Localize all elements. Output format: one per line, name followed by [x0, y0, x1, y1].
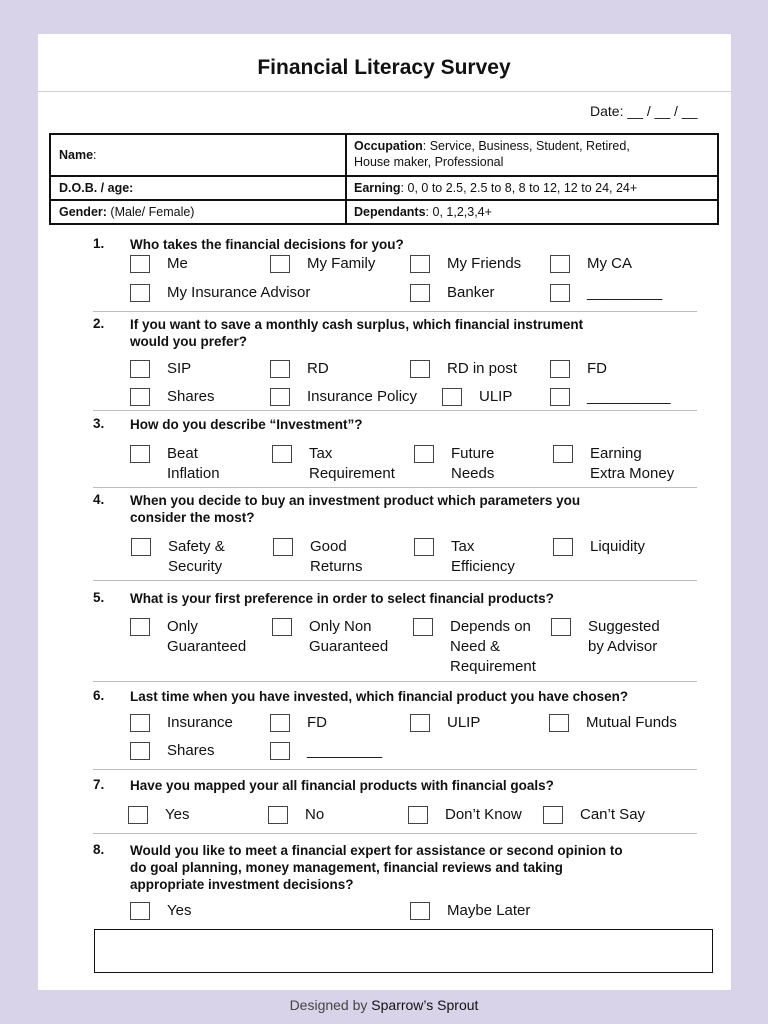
option-checkbox[interactable] — [550, 360, 570, 378]
title-divider — [38, 91, 731, 92]
option-label: Shares — [167, 388, 215, 405]
option-checkbox[interactable] — [130, 714, 150, 732]
option-label — [588, 617, 660, 657]
option-label: RD in post — [447, 360, 518, 377]
option-label-line: Requirement — [309, 465, 395, 482]
option-label: SIP — [167, 360, 192, 377]
name-cell[interactable]: Name: — [59, 148, 97, 162]
option-label: Mutual Funds — [586, 714, 677, 731]
option-label-line: Good — [310, 538, 347, 555]
option-label: RD — [307, 360, 329, 377]
question-text-line: Who takes the financial decisions for you? — [130, 237, 404, 252]
option-label: Don’t Know — [445, 806, 522, 823]
option-label: My Family — [307, 255, 376, 272]
option-label — [309, 617, 388, 657]
option-label — [168, 537, 225, 577]
option-label-line: Future — [451, 445, 495, 462]
earning-cell[interactable]: Earning: 0, 0 to 2.5, 2.5 to 8, 8 to 12, 12 to 24, 24+ — [354, 181, 638, 195]
option-label: Liquidity — [590, 538, 646, 555]
option-checkbox[interactable] — [410, 360, 430, 378]
option-checkbox[interactable] — [270, 714, 290, 732]
option-label — [167, 617, 246, 657]
footer-credit: Designed by Sparrow’s Sprout — [289, 997, 479, 1013]
option-label — [309, 444, 395, 484]
option-label-line: Earning — [590, 445, 642, 462]
question-divider — [93, 769, 697, 770]
option-checkbox[interactable] — [414, 445, 434, 463]
option-label — [450, 617, 536, 677]
question-text — [130, 416, 720, 433]
question-text — [130, 688, 720, 705]
option-checkbox[interactable] — [549, 714, 569, 732]
option-label-line: Depends on — [450, 618, 531, 635]
question-divider — [93, 833, 697, 834]
option-checkbox[interactable] — [268, 806, 288, 824]
option-checkbox[interactable] — [272, 618, 292, 636]
option-checkbox[interactable] — [130, 388, 150, 406]
question-divider — [93, 410, 697, 411]
option-checkbox[interactable] — [413, 618, 433, 636]
question-text-line: Would you like to meet a financial expert for assistance or second opinion to — [130, 843, 623, 858]
option-label-line: Guaranteed — [167, 638, 247, 655]
option-label: _________ — [587, 284, 663, 301]
dob-age-cell[interactable]: D.O.B. / age: — [59, 181, 134, 195]
option-label-line: Efficiency — [451, 558, 515, 575]
occupation-cell[interactable]: Occupation: Service, Business, Student, Retired, House maker, Professional — [354, 139, 630, 169]
question-text-line: When you decide to buy an investment product which parameters you — [130, 493, 581, 508]
option-checkbox[interactable] — [550, 255, 570, 273]
question-text-line: consider the most? — [130, 510, 255, 525]
option-checkbox[interactable] — [543, 806, 563, 824]
option-label-line: Returns — [310, 558, 363, 575]
option-label-line: Tax — [309, 445, 333, 462]
option-label-line: Requirement — [450, 658, 536, 675]
option-checkbox[interactable] — [270, 742, 290, 760]
question-text — [130, 842, 720, 893]
option-checkbox[interactable] — [550, 388, 570, 406]
option-checkbox[interactable] — [130, 255, 150, 273]
comments-box[interactable] — [94, 929, 713, 973]
question-text — [130, 777, 720, 794]
question-text-line: would you prefer? — [130, 334, 248, 349]
option-label: ULIP — [447, 714, 481, 731]
question-number: 3. — [93, 416, 105, 431]
option-label: FD — [307, 714, 327, 731]
option-label-line: Beat — [167, 445, 198, 462]
question-divider — [93, 487, 697, 488]
option-checkbox[interactable] — [130, 902, 150, 920]
option-label: ULIP — [479, 388, 513, 405]
question-text-line: If you want to save a monthly cash surplus, which financial instrument — [130, 317, 584, 332]
question-text-line: appropriate investment decisions? — [130, 877, 354, 892]
question-text — [130, 236, 720, 253]
option-checkbox[interactable] — [270, 255, 290, 273]
question-number: 5. — [93, 590, 105, 605]
option-label: Insurance — [167, 714, 233, 731]
option-checkbox[interactable] — [130, 284, 150, 302]
option-label-line: Security — [168, 558, 223, 575]
option-label: Yes — [165, 806, 190, 823]
question-text-line: How do you describe “Investment”? — [130, 417, 363, 432]
option-label — [167, 444, 220, 484]
option-checkbox[interactable] — [410, 255, 430, 273]
question-text-line: Last time when you have invested, which financial product you have chosen? — [130, 689, 629, 704]
option-label: __________ — [587, 388, 671, 405]
option-checkbox[interactable] — [270, 388, 290, 406]
option-label: _________ — [307, 742, 383, 759]
option-checkbox[interactable] — [442, 388, 462, 406]
personal-info-table — [49, 133, 719, 225]
option-label: My Friends — [447, 255, 522, 272]
question-number: 7. — [93, 777, 105, 792]
question-number: 4. — [93, 492, 105, 507]
option-checkbox[interactable] — [130, 618, 150, 636]
option-label — [451, 444, 494, 484]
question-number: 2. — [93, 316, 105, 331]
option-label — [590, 444, 674, 484]
gender-cell[interactable]: Gender: (Male/ Female) — [59, 205, 195, 219]
option-checkbox[interactable] — [410, 902, 430, 920]
question-divider — [93, 681, 697, 682]
date-field[interactable]: Date: __ / __ / __ — [590, 103, 698, 119]
option-label: No — [305, 806, 325, 823]
question-divider — [93, 580, 697, 581]
option-checkbox[interactable] — [128, 806, 148, 824]
table-row-divider — [51, 175, 717, 177]
question-number: 1. — [93, 236, 105, 251]
option-checkbox[interactable] — [408, 806, 428, 824]
option-label-line: Suggested — [588, 618, 660, 635]
option-label-line: Extra Money — [590, 465, 675, 482]
option-checkbox[interactable] — [130, 360, 150, 378]
question-number: 8. — [93, 842, 105, 857]
option-checkbox[interactable] — [270, 360, 290, 378]
table-row-divider — [51, 199, 717, 201]
dependants-cell[interactable]: Dependants: 0, 1,2,3,4+ — [354, 205, 492, 219]
option-label-line: by Advisor — [588, 638, 658, 655]
option-checkbox[interactable] — [553, 445, 573, 463]
option-label: Shares — [167, 742, 215, 759]
question-text — [130, 316, 720, 350]
page-title: Financial Literacy Survey — [257, 56, 511, 79]
option-label — [451, 537, 515, 577]
option-checkbox[interactable] — [414, 538, 434, 556]
option-checkbox[interactable] — [130, 742, 150, 760]
option-label-line: Safety & — [168, 538, 225, 555]
option-label: Me — [167, 255, 188, 272]
option-label-line: Need & — [450, 638, 501, 655]
option-label: Yes — [167, 902, 192, 919]
question-text-line: Have you mapped your all financial products with financial goals? — [130, 778, 554, 793]
option-checkbox[interactable] — [130, 445, 150, 463]
option-label: FD — [587, 360, 607, 377]
question-text — [130, 492, 720, 526]
option-checkbox[interactable] — [553, 538, 573, 556]
option-label: Insurance Policy — [307, 388, 418, 405]
option-label-line: Needs — [451, 465, 495, 482]
option-label: Maybe Later — [447, 902, 531, 919]
option-label: My CA — [587, 255, 632, 272]
table-column-divider — [345, 135, 347, 223]
option-label: Banker — [447, 284, 495, 301]
option-checkbox[interactable] — [273, 538, 293, 556]
question-text-line: What is your first preference in order to select financial products? — [130, 591, 554, 606]
option-checkbox[interactable] — [550, 284, 570, 302]
question-text — [130, 590, 720, 607]
option-label-line: Tax — [451, 538, 475, 555]
option-checkbox[interactable] — [131, 538, 151, 556]
question-text-line: do goal planning, money management, financial reviews and taking — [130, 860, 563, 875]
option-label-line: Guaranteed — [309, 638, 389, 655]
question-divider — [93, 311, 697, 312]
option-label-line: Inflation — [167, 465, 220, 482]
option-label-line: Only — [167, 618, 198, 635]
option-label: Can’t Say — [580, 806, 646, 823]
option-checkbox[interactable] — [410, 714, 430, 732]
option-checkbox[interactable] — [551, 618, 571, 636]
option-label-line: Only Non — [309, 618, 372, 635]
option-checkbox[interactable] — [272, 445, 292, 463]
option-label — [310, 537, 363, 577]
option-checkbox[interactable] — [410, 284, 430, 302]
question-number: 6. — [93, 688, 105, 703]
option-label: My Insurance Advisor — [167, 284, 311, 301]
